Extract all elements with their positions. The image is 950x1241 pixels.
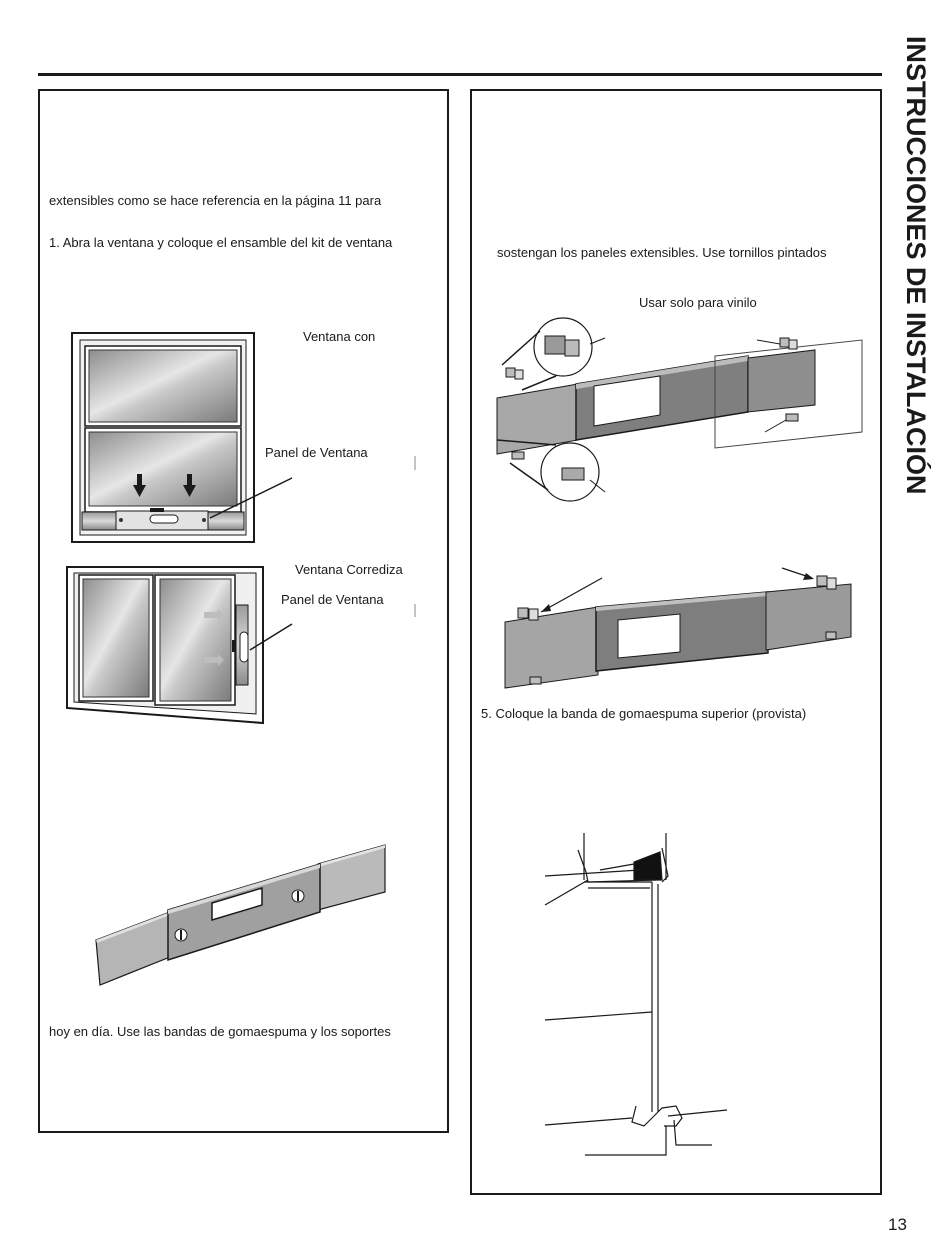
text-extensibles: extensibles como se hace referencia en la página 11 para bbox=[49, 193, 382, 208]
step-5-text: 5. Coloque la banda de gomaespuma superior (provista) bbox=[481, 706, 807, 721]
panel-assembled-illustration bbox=[505, 568, 851, 688]
label-panel-ventana-1: Panel de Ventana bbox=[265, 445, 368, 460]
sliding-window bbox=[67, 567, 415, 723]
text-hoy: hoy en día. Use las bandas de gomaespuma y los soportes bbox=[49, 1024, 391, 1039]
label-vinilo: Usar solo para vinilo bbox=[639, 295, 757, 310]
label-ventana-corrediza: Ventana Corrediza bbox=[295, 562, 403, 577]
foam-strip-cross-section bbox=[545, 833, 727, 1155]
text-sostengan: sostengan los paneles extensibles. Use tornillos pintados bbox=[497, 245, 827, 260]
label-panel-ventana-2: Panel de Ventana bbox=[281, 592, 384, 607]
section-title: INSTRUCCIONES DE INSTALACIÓN bbox=[901, 36, 931, 495]
hung-window bbox=[72, 333, 415, 542]
bracket-assembly-illustration bbox=[497, 318, 862, 501]
step-1-text: 1. Abra la ventana y coloque el ensamble del kit de ventana bbox=[49, 235, 393, 250]
window-kit-assembly bbox=[96, 845, 385, 985]
page-number: 13 bbox=[888, 1215, 907, 1234]
label-ventana-con: Ventana con bbox=[303, 329, 376, 344]
